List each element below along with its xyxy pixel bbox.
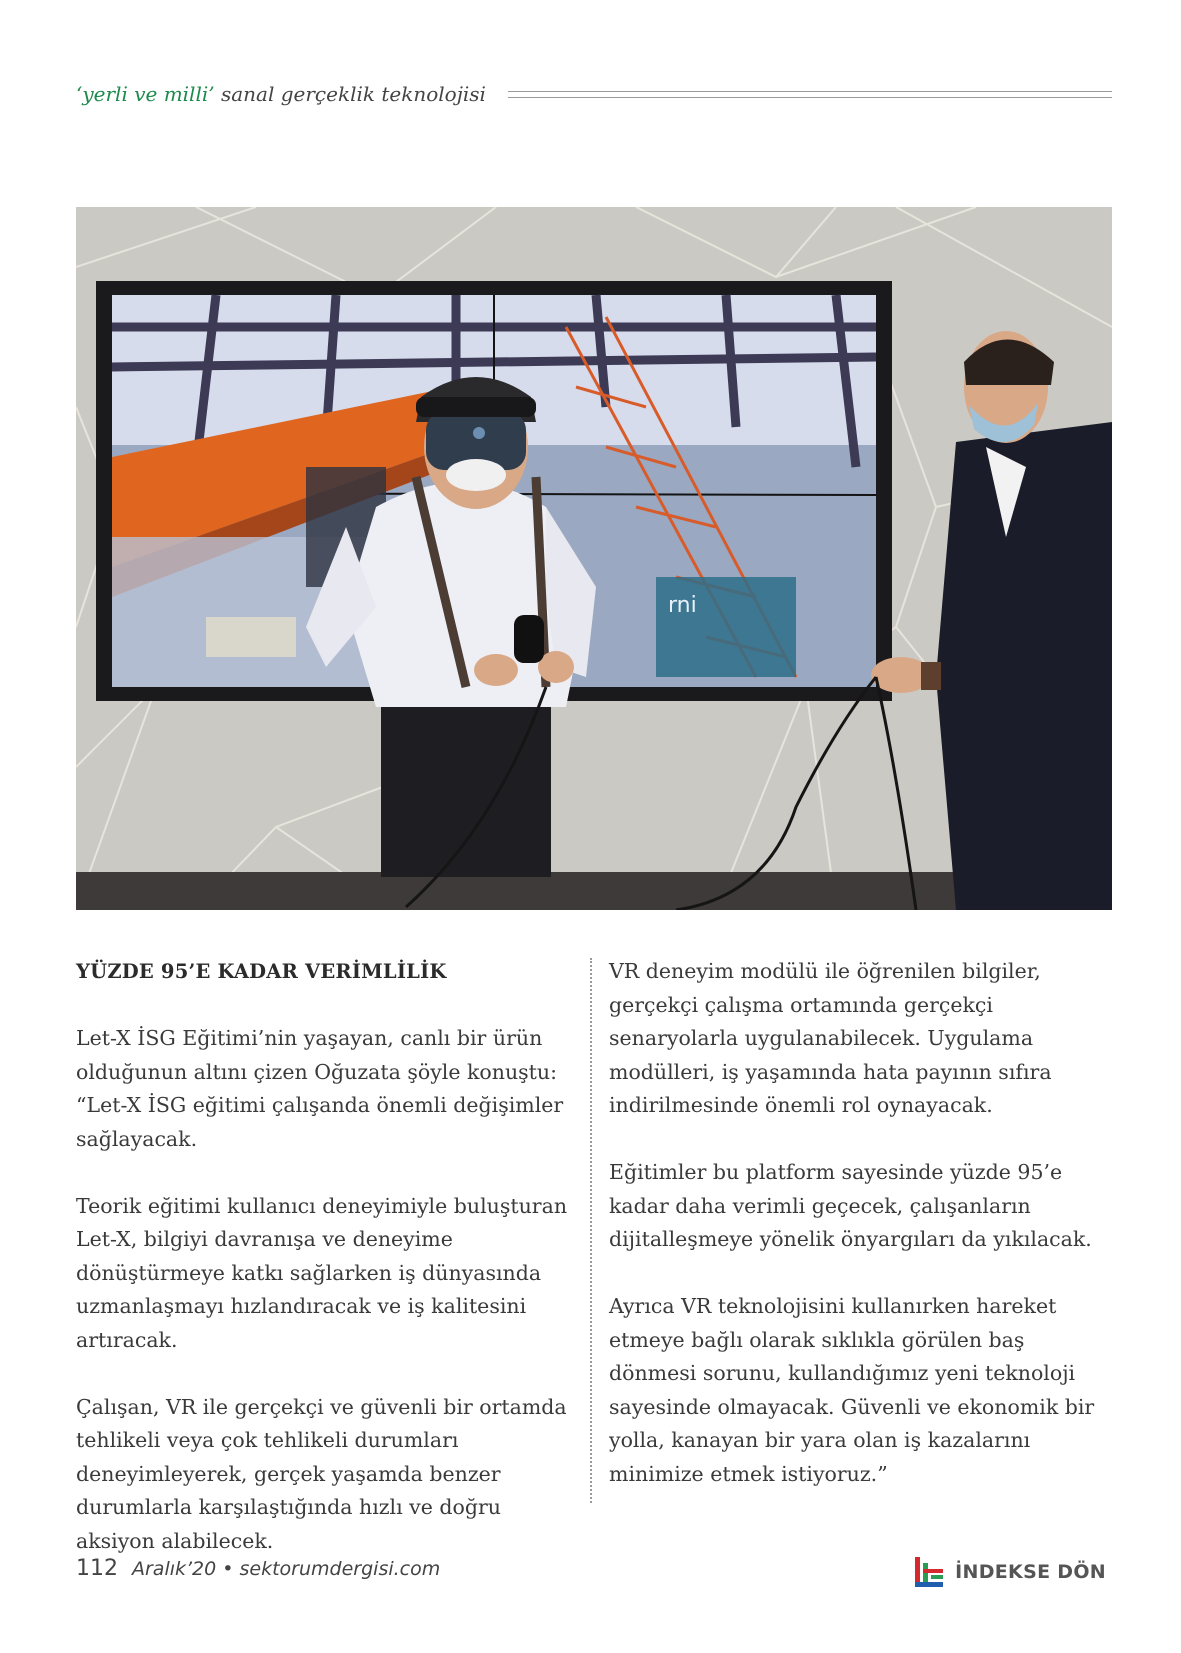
right-paragraph-1: VR deneyim modülü ile öğrenilen bilgiler, gerçekçi çalışma ortamında gerçekçi senaryolarla uygulanabilecek. Uygulama modülleri, iş yaşamında hata payının sıfıra indirilmesinde önemli rol oynayacak. [609,959,1052,1117]
vr-controller [514,615,544,663]
index-logo-icon [915,1557,943,1587]
vr-training-photo [76,207,1112,910]
issue-and-site: Aralık’20 • sektorumdergisi.com [132,1558,441,1580]
header-title-rest: sanal gerçeklik teknolojisi [214,82,486,106]
right-paragraph-3: Ayrıca VR teknolojisini kullanırken hareket etmeye bağlı olarak sıklıkla görülen baş dönmesi sorunu, kullandığımız yeni teknoloji sayesinde olmayacak. Güvenli ve ekonomik bir yolla, kanayan bir yara olan iş kazalarını minimize etmek istiyoruz.” [609,1294,1095,1486]
column-divider [590,958,592,1503]
footer-info [76,1556,440,1586]
header-title [76,82,486,106]
left-paragraph-2: Teorik eğitimi kullanıcı deneyimiyle buluşturan Let-X, bilgiyi davranışa ve deneyime dönüştürmeye katkı sağlarken iş dünyasında uzmanlaşmayı hızlandıracak ve iş kalitesini artıracak. [76,1193,568,1352]
right-column [609,955,1109,1525]
header-title-highlight: ‘yerli ve milli’ [76,82,215,106]
left-column [76,955,576,1592]
screen-text: rni [668,593,697,618]
index-return-label: İNDEKSE DÖN [955,1561,1106,1583]
page-number: 112 [76,1556,118,1581]
left-paragraph-1: Let-X İSG Eğitimi’nin yaşayan, canlı bir ürün olduğunun altını çizen Oğuzata şöyle konuştu: “Let-X İSG eğitimi çalışanda önemli değişimler sağlayacak. [76,1026,564,1151]
photo-illustration [76,207,1112,910]
running-header [76,79,1112,109]
right-paragraph-2: Eğitimler bu platform sayesinde yüzde 95’e kadar daha verimli geçecek, çalışanların dijitalleşmeye yönelik önyargıları da yıkılacak. [609,1160,1092,1251]
section-heading: YÜZDE 95’E KADAR VERİMLİLİK [76,960,447,983]
index-return-link[interactable] [915,1556,1106,1588]
header-rule [508,91,1112,98]
left-paragraph-3: Çalışan, VR ile gerçekçi ve güvenli bir ortamda tehlikeli veya çok tehlikeli durumları deneyimleyerek, gerçek yaşamda benzer durumlarla karşılaştığında hızlı ve doğru aksiyon alabilecek. [76,1394,567,1553]
